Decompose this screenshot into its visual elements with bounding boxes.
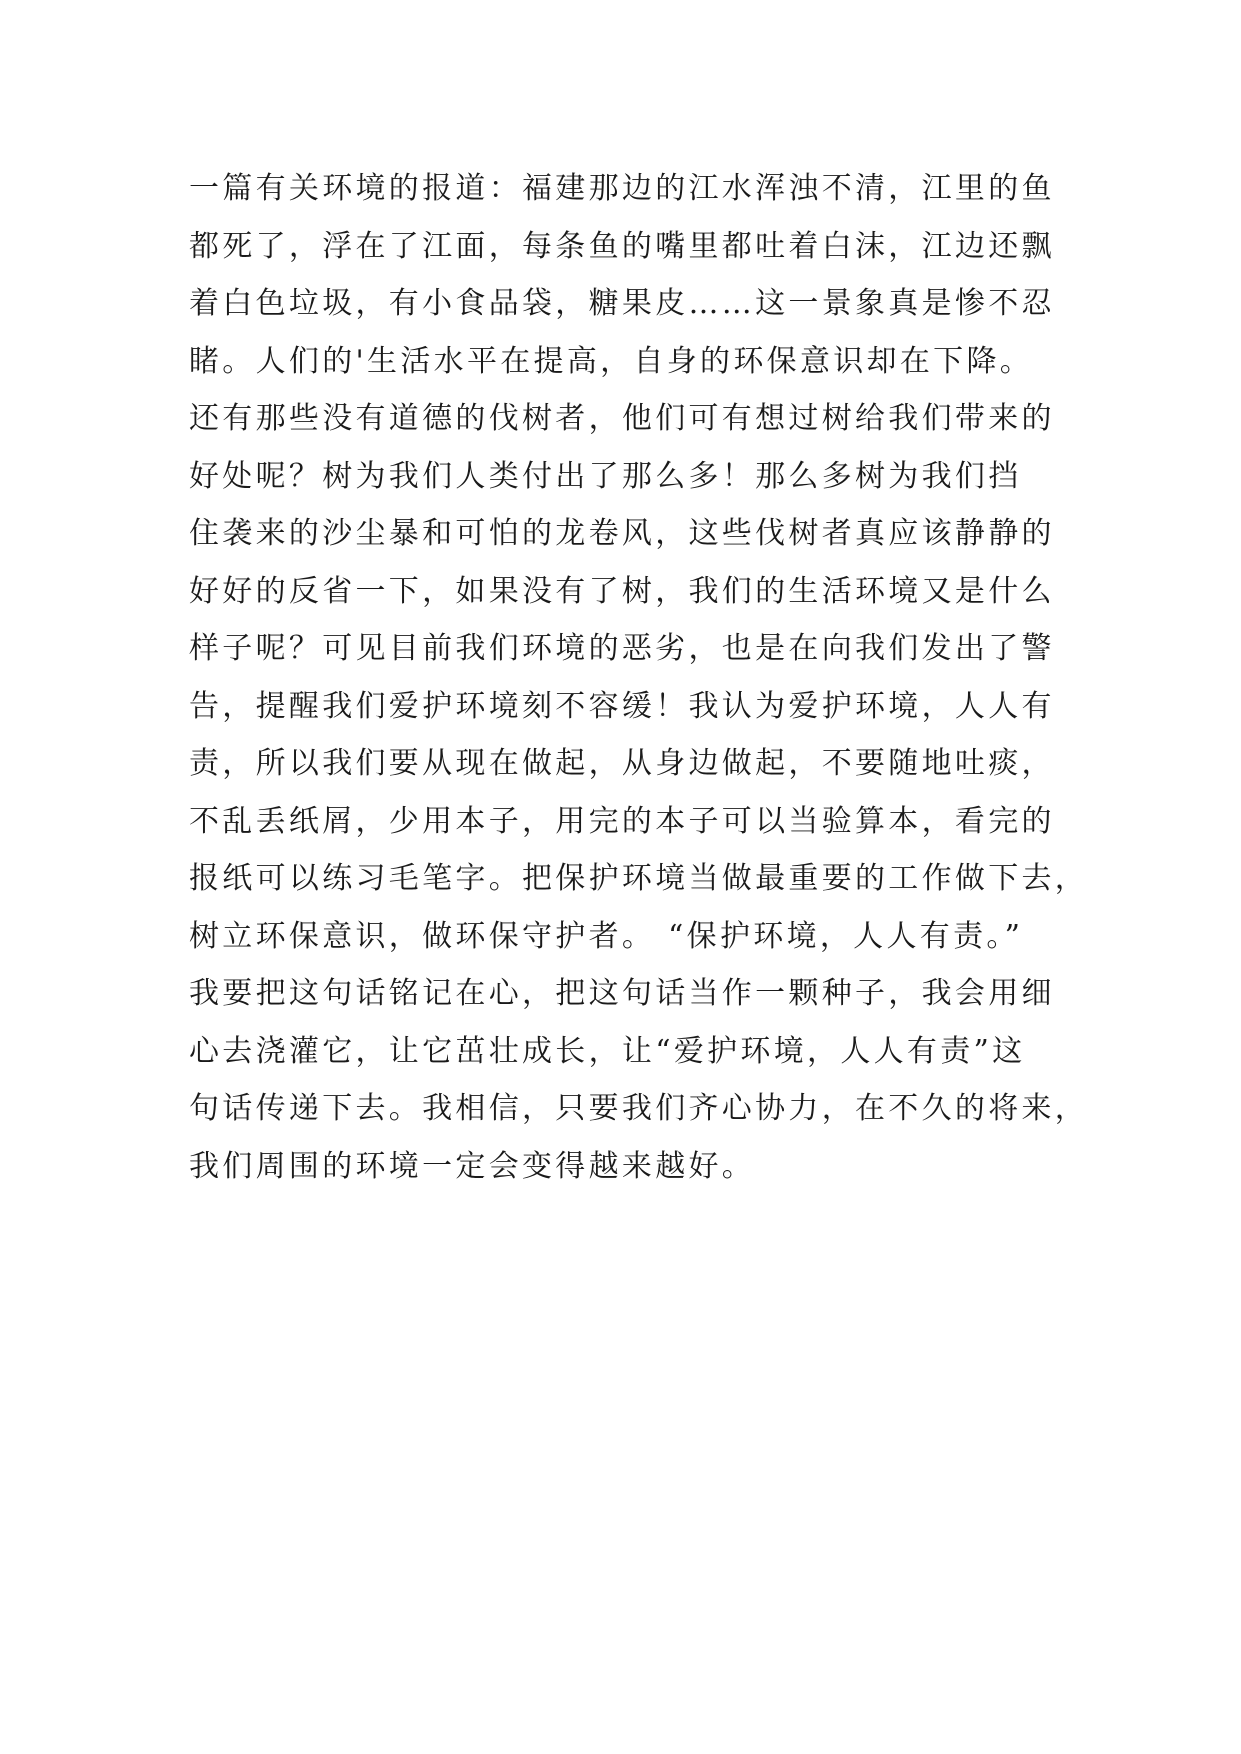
text-line: 不乱丢纸屑，少用本子，用完的本子可以当验算本，看完的 [189,803,1055,839]
text-line: 树立环保意识，做环保守护者。 “保护环境，人人有责。” [189,918,1024,954]
text-line: 样子呢？可见目前我们环境的恶劣，也是在向我们发出了警 [189,631,1055,666]
text-line: 报纸可以练习毛笔字。把保护环境当做最重要的工作做下去， [189,861,1089,896]
text-line: 我们周围的环境一定会变得越来越好。 [189,1148,756,1184]
text-line: 还有那些没有道德的伐树者，他们可有想过树给我们带来的 [189,401,1055,436]
text-line: 都死了，浮在了江面，每条鱼的嘴里都吐着白沫，江边还飘 [189,228,1055,264]
text-line: 告，提醒我们爱护环境刻不容缓！我认为爱护环境，人人有 [189,688,1055,724]
text-line: 我要把这句话铭记在心，把这句话当作一颗种子，我会用细 [189,976,1055,1011]
text-line: 一篇有关环境的报道：福建那边的江水浑浊不清，江里的鱼 [189,171,1055,206]
text-line: 好好的反省一下，如果没有了树，我们的生活环境又是什么 [189,573,1055,609]
text-line: 住袭来的沙尘暴和可怕的龙卷风，这些伐树者真应该静静的 [189,516,1055,551]
body-text [189,160,1089,1195]
text-line: 好处呢？树为我们人类付出了那么多！那么多树为我们挡 [189,458,1022,494]
text-line: 句话传递下去。我相信，只要我们齐心协力，在不久的将来， [189,1091,1089,1126]
text-line: 睹。人们的'生活水平在提高，自身的环保意识却在下降。 [189,343,1034,379]
text-line: 心去浇灌它，让它茁壮成长，让“爱护环境，人人有责”这 [189,1033,1026,1069]
text-line: 着白色垃圾，有小食品袋，糖果皮……这一景象真是惨不忍 [189,286,1055,321]
text-line: 责，所以我们要从现在做起，从身边做起，不要随地吐痰， [189,746,1055,781]
